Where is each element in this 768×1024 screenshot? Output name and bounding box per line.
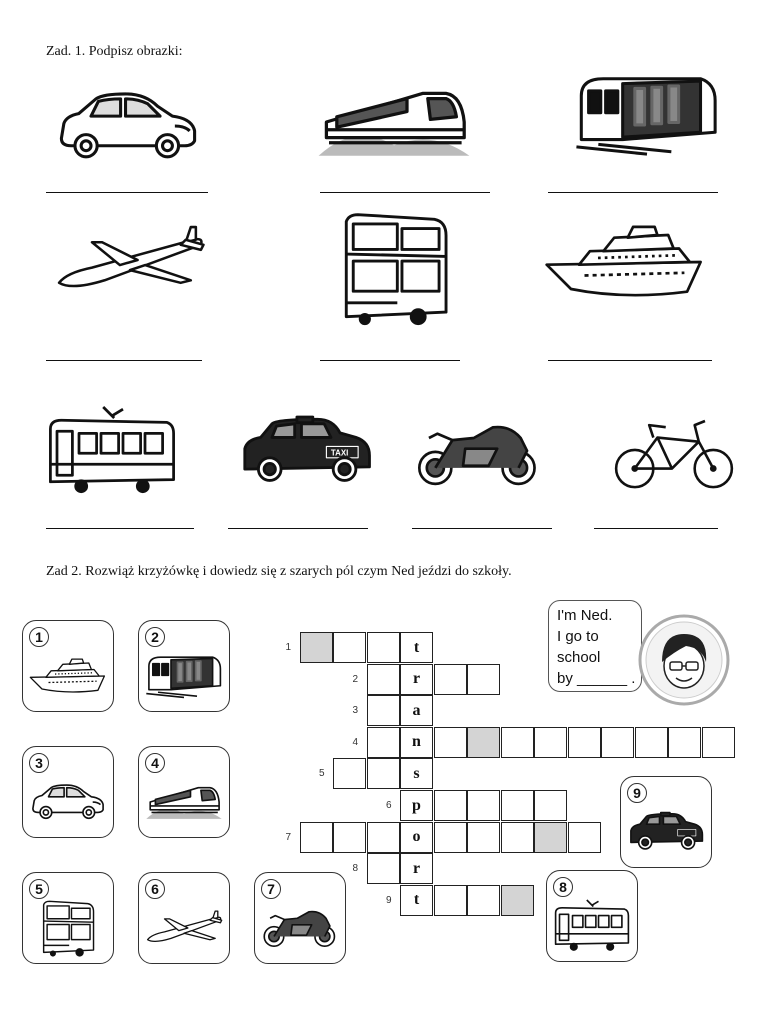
bike-icon [612,410,736,494]
crossword-cell[interactable] [601,727,634,758]
crossword-keyword-cell[interactable]: t [400,885,433,916]
clue-number: 5 [29,879,49,899]
motorbike-icon [414,414,542,494]
crossword-row-number: 5 [319,768,325,780]
ship-icon [29,647,107,705]
plane-icon [145,899,223,957]
train-icon [316,80,472,164]
crossword-keyword-cell[interactable]: r [400,853,433,884]
crossword-cell[interactable] [367,632,400,663]
plane-icon [52,222,208,298]
underground-icon [574,64,720,164]
clue-number: 9 [627,783,647,803]
crossword-cell[interactable] [467,727,500,758]
answer-line-1[interactable] [46,192,208,193]
answer-line-6[interactable] [548,360,712,361]
crossword-cell[interactable] [434,664,467,695]
speech-bubble [548,600,642,692]
crossword-row-number: 6 [386,800,392,811]
crossword-cell[interactable] [434,885,467,916]
crossword-cell[interactable] [434,790,467,821]
crossword-cell[interactable] [467,822,500,853]
car-picture [54,86,202,166]
train-icon [145,773,223,831]
answer-line-5[interactable] [320,360,460,361]
clue-card-3 [22,746,114,838]
crossword-cell[interactable] [568,822,601,853]
crossword-cell[interactable] [367,822,400,853]
train-picture [316,80,472,164]
crossword-cell[interactable] [501,790,534,821]
crossword-cell[interactable] [333,822,366,853]
underground-icon [145,647,223,705]
crossword-keyword-cell[interactable]: a [400,695,433,726]
clue-number: 1 [29,627,49,647]
crossword-cell[interactable] [702,727,735,758]
clue-card-1 [22,620,114,712]
crossword-cell[interactable] [467,664,500,695]
crossword-cell[interactable] [501,727,534,758]
crossword-cell[interactable] [668,727,701,758]
crossword-cell[interactable] [568,727,601,758]
crossword-cell[interactable] [467,790,500,821]
ned-avatar [636,612,732,708]
clue-number: 4 [145,753,165,773]
taxi-sign: TAXI [330,448,349,458]
clue-card-7 [254,872,346,964]
answer-line-8[interactable] [228,528,368,529]
crossword-cell[interactable] [333,632,366,663]
clue-card-4 [138,746,230,838]
crossword-cell[interactable] [501,885,534,916]
crossword-row-number: 4 [352,736,359,748]
bubble-line: I'm Ned. [557,607,613,624]
clue-number: 6 [145,879,165,899]
ship-icon [544,220,706,304]
crossword-keyword-cell[interactable]: n [400,727,433,758]
task2-title: Zad 2. Rozwiąż krzyżówkę i dowiedz się z szarych pól czym Ned jeździ do szkoły. [46,564,512,579]
crossword-cell[interactable] [534,822,567,853]
clue-card-9 [620,776,712,868]
bubble-line: by ______ . [557,670,636,687]
answer-line-2[interactable] [320,192,490,193]
crossword-row-number: 2 [352,673,359,685]
taxi-icon [627,803,705,861]
answer-line-7[interactable] [46,528,194,529]
crossword-cell[interactable] [534,790,567,821]
crossword-row-number: 7 [285,831,292,843]
crossword-cell[interactable] [467,885,500,916]
crossword-cell[interactable] [434,822,467,853]
clue-number: 3 [29,753,49,773]
crossword-cell[interactable] [333,758,366,789]
crossword-row-number: 8 [352,863,359,875]
answer-line-10[interactable] [594,528,718,529]
bus-picture [330,210,460,326]
tram-icon [46,402,178,500]
answer-line-3[interactable] [548,192,718,193]
clue-number: 2 [145,627,165,647]
crossword-cell[interactable] [300,822,333,853]
car-icon [29,773,107,831]
clue-card-5 [22,872,114,964]
clue-number: 7 [261,879,281,899]
bike-picture [612,410,736,494]
ship-picture [544,220,706,304]
crossword-keyword-cell[interactable]: o [400,822,433,853]
tram-icon [553,897,631,955]
motorbike-icon [261,899,339,957]
crossword-keyword-cell[interactable]: t [400,632,433,663]
crossword-cell[interactable] [501,822,534,853]
crossword-cell[interactable] [367,758,400,789]
crossword-keyword-cell[interactable]: p [400,790,433,821]
motorbike-picture [414,414,542,494]
plane-picture [52,222,208,298]
crossword-keyword-cell[interactable]: r [400,664,433,695]
double-decker-bus-icon [330,210,460,326]
car-icon [54,86,202,166]
task1-title: Zad. 1. Podpisz obrazki: [46,44,183,59]
crossword-row-number: 9 [386,894,392,906]
crossword-cell[interactable] [367,664,400,695]
bubble-line: school [557,649,601,666]
crossword-row-number: 1 [285,642,292,653]
taxi-picture [238,412,374,490]
tram-picture [46,402,178,500]
crossword-keyword-cell[interactable]: s [400,758,433,789]
answer-line-9[interactable] [412,528,552,529]
taxi-icon [238,412,374,490]
clue-card-6 [138,872,230,964]
crossword-row-number: 3 [352,705,359,717]
bubble-line: I go to [557,628,599,645]
crossword-cell[interactable] [367,727,400,758]
double-decker-bus-icon [29,899,107,957]
answer-line-4[interactable] [46,360,202,361]
clue-card-8 [546,870,638,962]
clue-number: 8 [553,877,573,897]
crossword-cell[interactable] [367,695,400,726]
crossword-cell[interactable] [434,727,467,758]
clue-card-2 [138,620,230,712]
crossword-cell[interactable] [534,727,567,758]
crossword-cell[interactable] [635,727,668,758]
underground-picture [574,64,720,164]
crossword-cell[interactable] [367,853,400,884]
crossword-cell[interactable] [300,632,333,663]
